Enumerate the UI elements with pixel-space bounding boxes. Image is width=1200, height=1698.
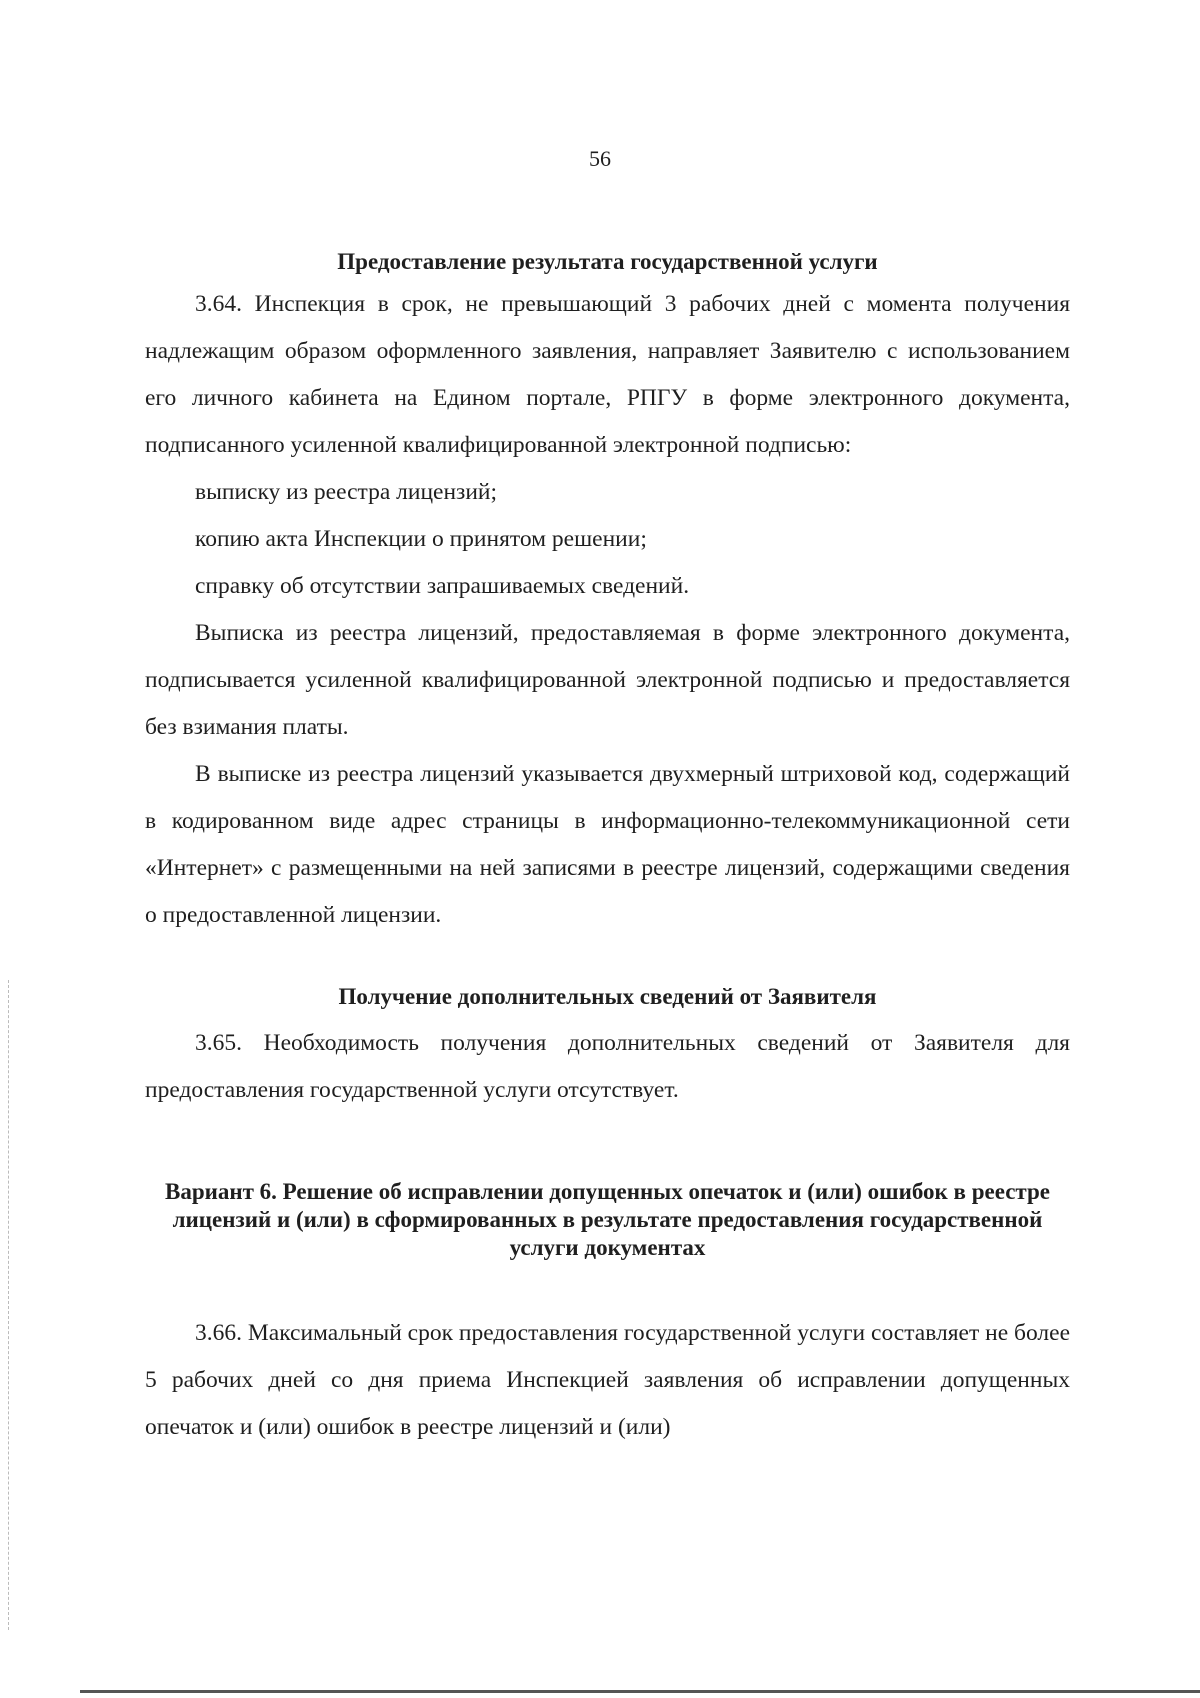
list-item: копию акта Инспекции о принятом решении; (195, 526, 647, 552)
paragraph-3-66: 3.66. Максимальный срок предоставления государственной услуги составляет не более 5 рабочих дней со дня приема Инспекцией заявления об исправлении допущенных опечаток и (или) ошибок в реестре лицензий и (или) (145, 1320, 1070, 1440)
list-item: выписку из реестра лицензий; (195, 479, 498, 505)
section-heading-additional-info: Получение дополнительных сведений от Заявителя (338, 984, 877, 1009)
paragraph-3-64: 3.64. Инспекция в срок, не превышающий 3 рабочих дней с момента получения надлежащим образом оформленного заявления, направляет Заявителю с использованием его личного кабинета на Едином портале, РПГУ в форме электронного документа, подписанного усиленной квалифицированной электронной подписью: (145, 291, 1070, 458)
section-heading-variant-6: Вариант 6. Решение об исправлении допущенных опечаток и (или) ошибок в реестре лицензий и (или) в сформированных в результате предоставления государственной услуги документах (165, 1179, 1050, 1260)
list-item: справку об отсутствии запрашиваемых сведений. (195, 573, 690, 599)
paragraph-barcode: В выписке из реестра лицензий указывается двухмерный штриховой код, содержащий в кодированном виде адрес страницы в информационно-телекоммуникационной сети «Интернет» с размещенными на ней записями в реестре лицензий, содержащими сведения о предоставленной лицензии. (145, 761, 1070, 928)
paragraph-extract: Выписка из реестра лицензий, предоставляемая в форме электронного документа, подписывается усиленной квалифицированной электронной подписью и предоставляется без взимания платы. (145, 620, 1070, 740)
page-number: 56 (589, 146, 611, 171)
paragraph-3-65: 3.65. Необходимость получения дополнительных сведений от Заявителя для предоставления государственной услуги отсутствует. (145, 1030, 1070, 1103)
section-heading-result: Предоставление результата государственной услуги (337, 249, 878, 274)
scan-edge-mark (8, 980, 10, 1630)
scan-bottom-line (80, 1690, 1200, 1693)
document-body (145, 248, 1070, 1451)
